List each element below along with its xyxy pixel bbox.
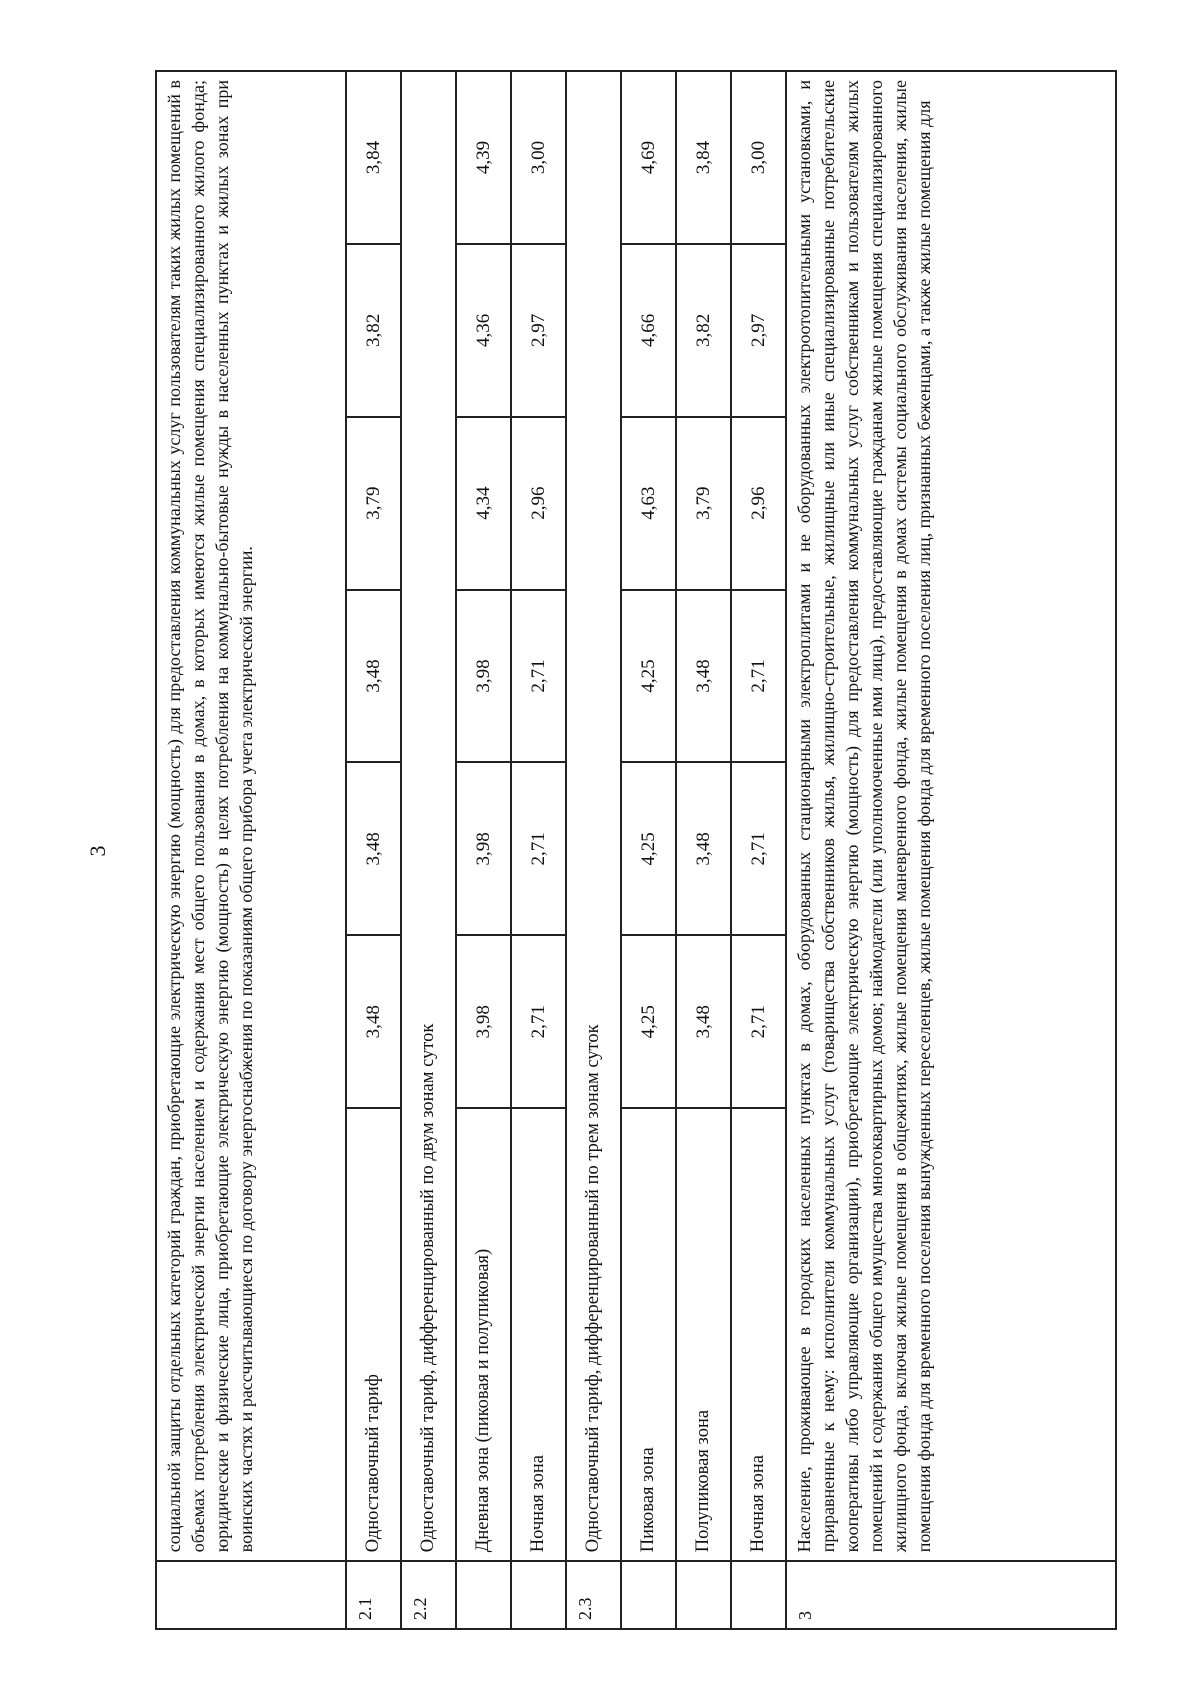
tariff-value: 4,34: [456, 417, 511, 590]
tariff-value: 2,71: [731, 762, 786, 935]
tariff-value: 3,98: [456, 935, 511, 1108]
tariff-value: 3,82: [346, 244, 401, 417]
tariff-value: 3,98: [456, 590, 511, 763]
row-number: [156, 1561, 346, 1629]
tariff-value: 3,48: [346, 590, 401, 763]
population-description: Население, проживающее в городских населенных пунктах в домах, оборудованных стационарными электроплитами и не оборудованных электроотопительными установками, и приравненные к нему: исполнители коммунальных услуг (товарищества собственников жилья, жилищно-строительные, жилищные или иные специализированные потребительские кооперативы либо управляющие организации), приобретающие электрическую энергию (мощность) для предоставления коммунальных услуг собственникам и пользователям жилых помещений и содержания общего имущества многоквартирных домов; наймодатели (или уполномоченные ими лица), предоставляющие гражданам жилые помещения специализированного жилищного фонда, включая жилые помещения в общежитиях, жилые помещения маневренного фонда, жилые помещения в домах системы социального обслуживания населения, жилые помещения фонда для временного поселения вынужденных переселенцев, жилые помещения фонда для временного поселения лиц, признанных беженцами, а также жилые помещения для: [786, 71, 1116, 1561]
tariff-value: 3,84: [346, 71, 401, 244]
tariff-row: [676, 71, 731, 1629]
tariff-value: 4,25: [621, 762, 676, 935]
tariff-value: 2,96: [731, 417, 786, 590]
tariff-value: 3,00: [511, 71, 566, 244]
tariff-value: 2,97: [511, 244, 566, 417]
tariff-table: [155, 70, 1117, 1630]
section-header-row: [401, 71, 456, 1629]
tariff-value: 4,63: [621, 417, 676, 590]
tariff-value: 3,79: [346, 417, 401, 590]
tariff-value: 2,71: [731, 590, 786, 763]
tariff-value: 3,48: [676, 762, 731, 935]
row-number: 3: [786, 1561, 1116, 1629]
tariff-row: [346, 71, 401, 1629]
page-number: 3: [85, 845, 110, 857]
tariff-value: 3,48: [346, 762, 401, 935]
tariff-label: Дневная зона (пиковая и полупиковая): [456, 1108, 511, 1561]
row-number: 2.2: [401, 1561, 456, 1629]
row-number: [676, 1561, 731, 1629]
tariff-label: Одноставочный тариф: [346, 1108, 401, 1561]
tariff-value: 4,36: [456, 244, 511, 417]
tariff-value: 4,25: [621, 935, 676, 1108]
tariff-value: 3,82: [676, 244, 731, 417]
row-number: [731, 1561, 786, 1629]
tariff-row: [456, 71, 511, 1629]
tariff-row: [731, 71, 786, 1629]
tariff-value: 3,84: [676, 71, 731, 244]
row-number: [456, 1561, 511, 1629]
tariff-value: 2,71: [511, 590, 566, 763]
section-header-row: [566, 71, 621, 1629]
row-number: [511, 1561, 566, 1629]
continuation-row: [156, 71, 346, 1629]
section-title: Одноставочный тариф, дифференцированный по трем зонам суток: [566, 71, 621, 1561]
tariff-label: Полупиковая зона: [676, 1108, 731, 1561]
tariff-value: 4,66: [621, 244, 676, 417]
tariff-value: 3,48: [676, 935, 731, 1108]
tariff-value: 2,96: [511, 417, 566, 590]
tariff-value: 3,48: [676, 590, 731, 763]
row-number: 2.3: [566, 1561, 621, 1629]
tariff-value: 2,71: [511, 935, 566, 1108]
tariff-value: 3,79: [676, 417, 731, 590]
tariff-label: Ночная зона: [511, 1108, 566, 1561]
tariff-value: 3,98: [456, 762, 511, 935]
tariff-row: [621, 71, 676, 1629]
tariff-label: Ночная зона: [731, 1108, 786, 1561]
rotated-table-wrapper: [155, 70, 1115, 1630]
tariff-value: 3,48: [346, 935, 401, 1108]
row-number: 2.1: [346, 1561, 401, 1629]
tariff-value: 2,71: [731, 935, 786, 1108]
tariff-value: 2,97: [731, 244, 786, 417]
section-title: Одноставочный тариф, дифференцированный по двум зонам суток: [401, 71, 456, 1561]
tariff-label: Пиковая зона: [621, 1108, 676, 1561]
tariff-value: 4,25: [621, 590, 676, 763]
tariff-value: 4,69: [621, 71, 676, 244]
row-number: [621, 1561, 676, 1629]
tariff-value: 4,39: [456, 71, 511, 244]
tariff-row: [511, 71, 566, 1629]
continuation-text: социальной защиты отдельных категорий граждан, приобретающие электрическую энергию (мощность) для предоставления коммунальных услуг пользователям таких жилых помещений в объемах потребления электрической энергии населением и содержания мест общего пользования в домах, в которых имеются жилые помещения специализированного жилого фонда; юридические и физические лица, приобретающие электрическую энергию (мощность) в целях потребления на коммунально-бытовые нужды в населенных пунктах и жилых зонах при воинских частях и рассчитывающиеся по договору энергоснабжения по показаниям общего прибора учета электрической энергии.: [156, 71, 346, 1561]
tariff-value: 2,71: [511, 762, 566, 935]
tariff-value: 3,00: [731, 71, 786, 244]
population-row: [786, 71, 1116, 1629]
